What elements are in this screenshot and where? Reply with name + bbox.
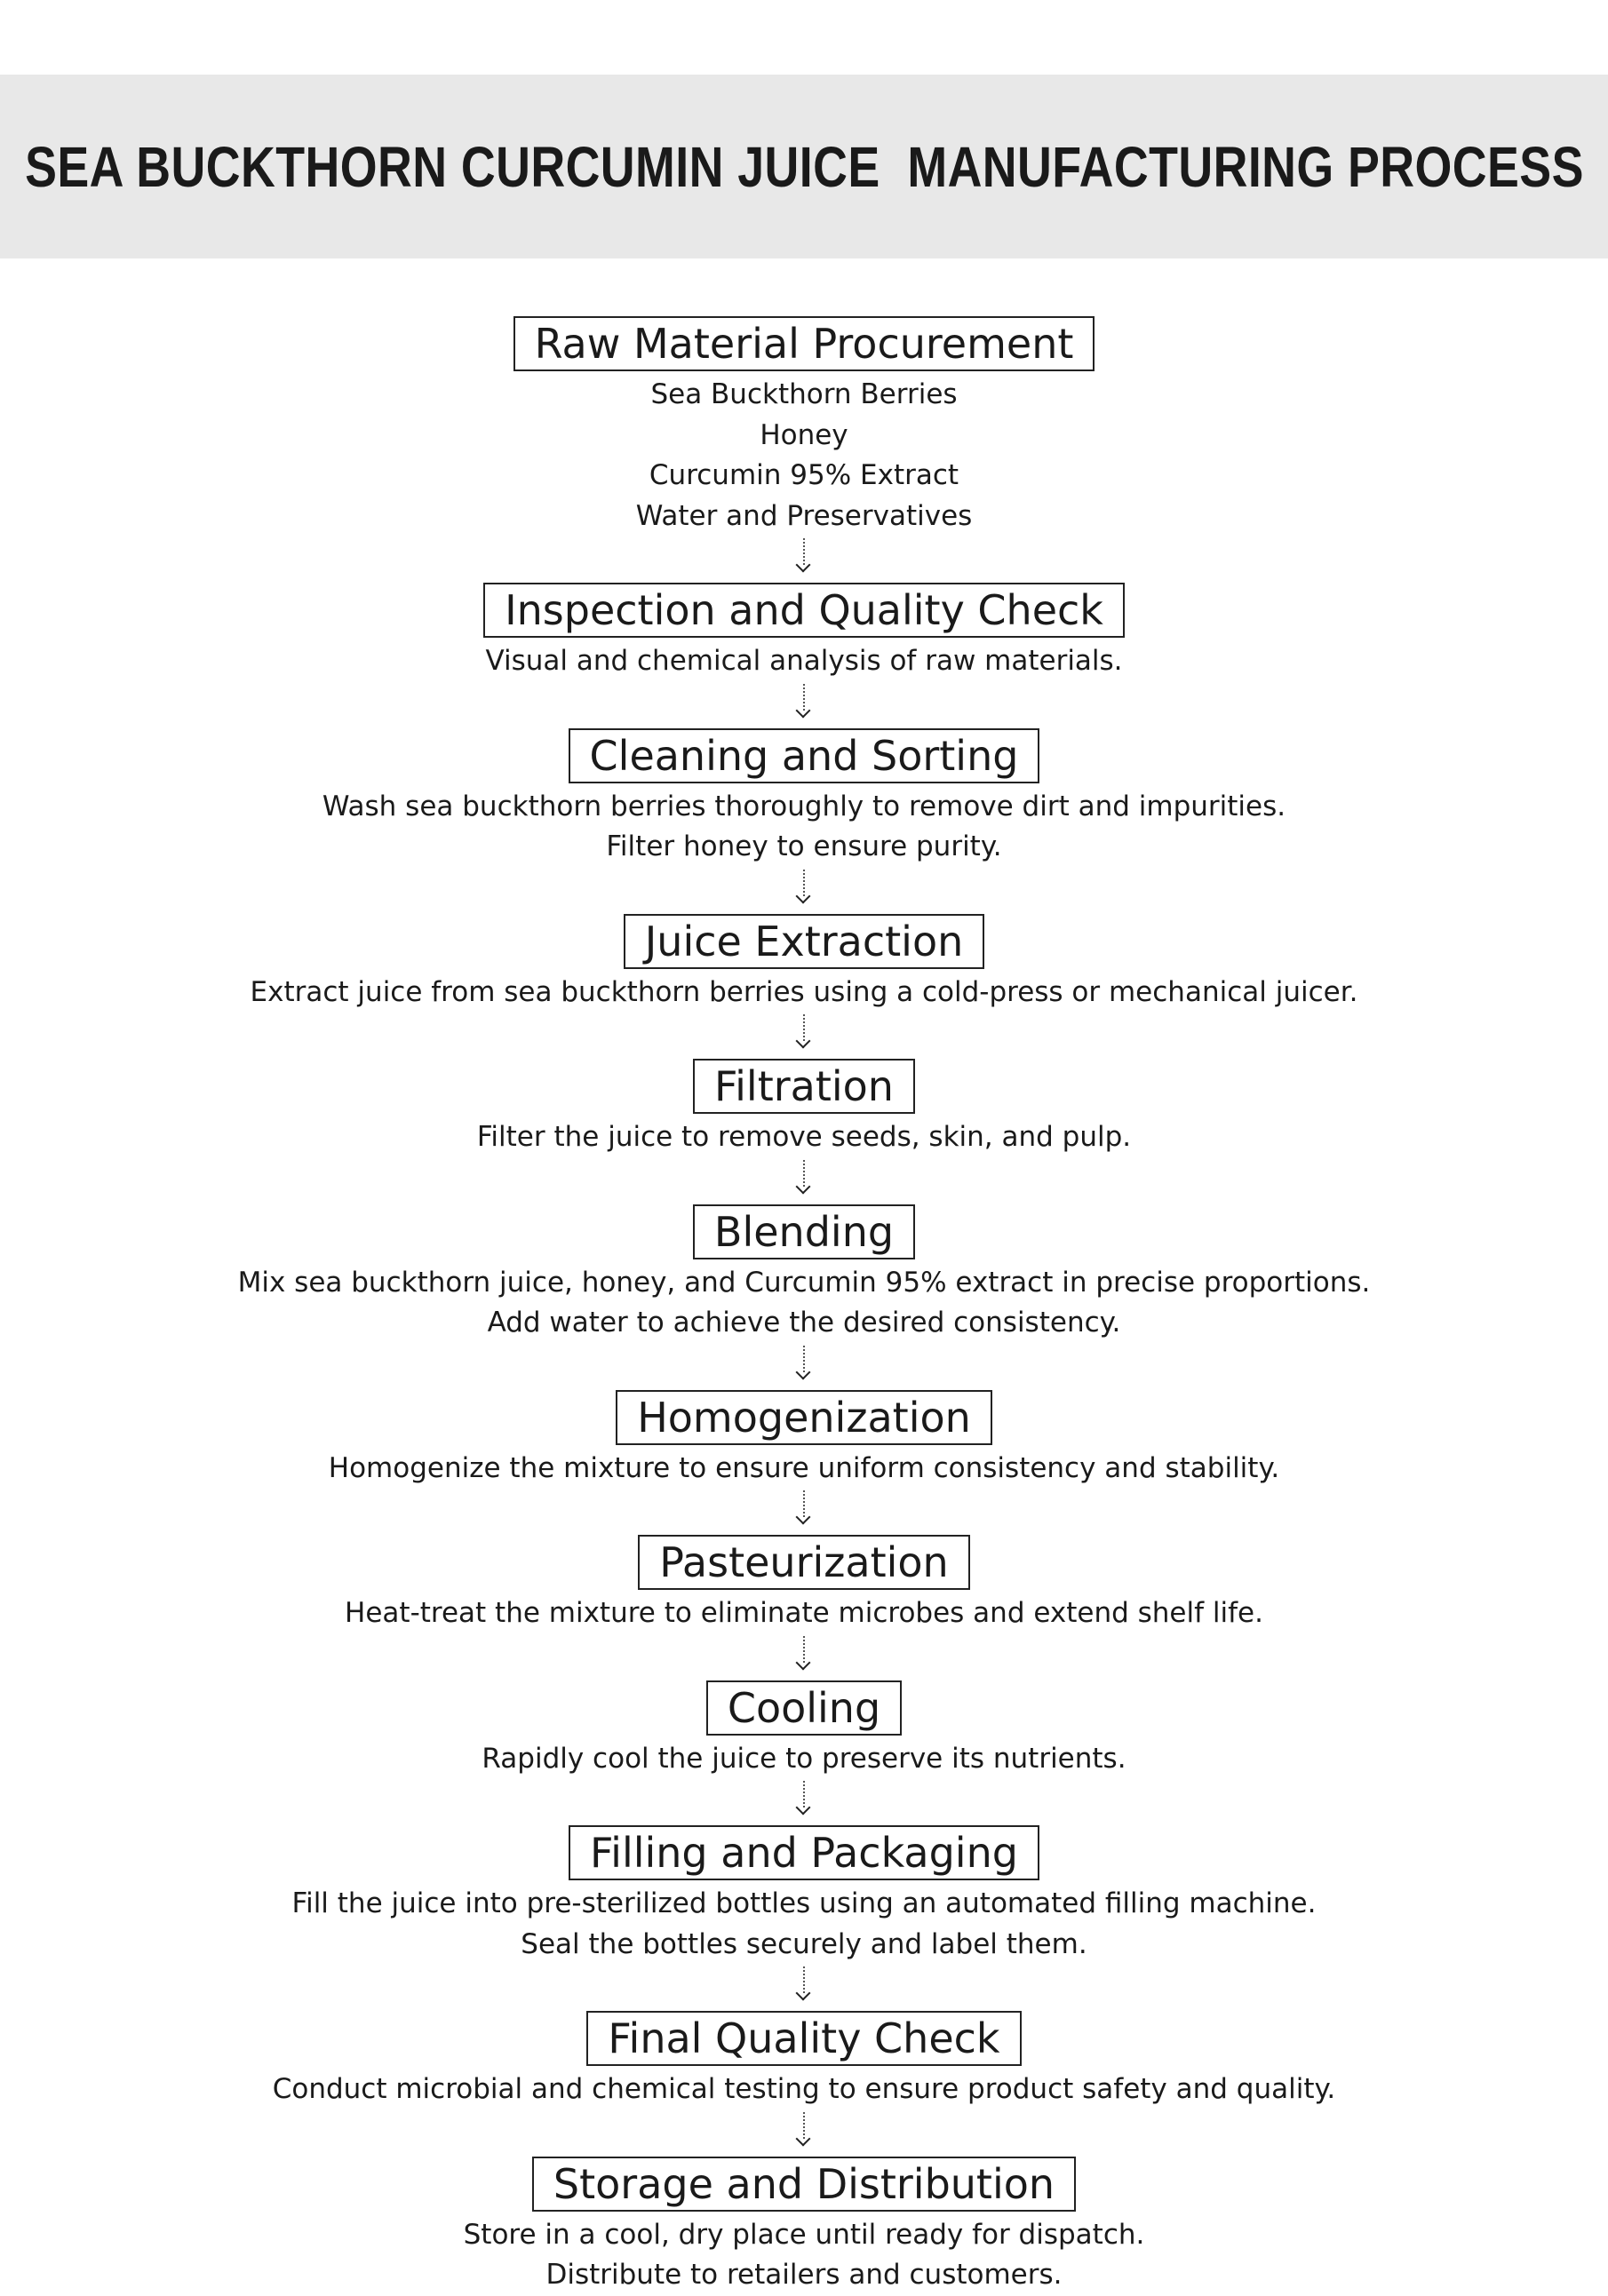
arrow-head <box>796 1364 811 1379</box>
process-step <box>273 2011 1336 2110</box>
process-step <box>482 1680 1126 1780</box>
arrow-head <box>796 1986 811 2001</box>
flow-arrow-down-icon <box>795 1013 813 1059</box>
arrow-head <box>796 1510 811 1525</box>
process-step <box>483 583 1125 682</box>
arrow-head <box>796 1800 811 1815</box>
arrow-head <box>796 1179 811 1194</box>
step-description <box>329 1449 1279 1490</box>
arrow-head <box>796 888 811 903</box>
process-step <box>238 1204 1371 1344</box>
process-step <box>251 914 1358 1013</box>
step-description <box>322 787 1286 868</box>
step-title-box: Blending <box>693 1204 915 1259</box>
step-description <box>345 1593 1263 1634</box>
process-flowchart <box>0 316 1608 2296</box>
step-description-line: Store in a cool, dry place until ready for dispatch. <box>463 2218 1145 2251</box>
step-description <box>464 2215 1145 2296</box>
step-description <box>273 2070 1336 2110</box>
flow-arrow-down-icon <box>795 1634 813 1680</box>
step-description <box>482 1739 1126 1780</box>
step-description-line: Filter the juice to remove seeds, skin, and pulp. <box>476 1121 1132 1153</box>
flow-arrow-down-icon <box>795 682 813 728</box>
step-description-line: Sea Buckthorn Berries <box>650 378 958 410</box>
step-description-line: Homogenize the mixture to ensure uniform consistency and stability. <box>328 1451 1280 1484</box>
process-step <box>322 728 1286 868</box>
flow-arrow-down-icon <box>795 1489 813 1535</box>
step-description-line: Conduct microbial and chemical testing to ensure product safety and quality. <box>272 2073 1336 2105</box>
step-description-line: Filter honey to ensure purity. <box>606 830 1002 862</box>
step-title-box: Pasteurization <box>638 1535 969 1590</box>
title-banner <box>0 75 1608 258</box>
step-description <box>292 1884 1317 1965</box>
step-title-box: Filling and Packaging <box>569 1825 1039 1880</box>
step-description <box>477 1117 1131 1158</box>
step-description <box>636 375 973 536</box>
flow-arrow-down-icon <box>795 1965 813 2011</box>
process-step <box>345 1535 1263 1634</box>
step-description-line: Fill the juice into pre-sterilized bottles using an automated filling machine. <box>291 1887 1317 1919</box>
step-description-line: Heat-treat the mixture to eliminate microbes and extend shelf life. <box>345 1597 1263 1629</box>
process-step <box>329 1390 1279 1490</box>
page-title: SEA BUCKTHORN CURCUMIN JUICE MANUFACTURING PROCESS <box>24 134 1584 199</box>
flow-arrow-down-icon <box>795 868 813 914</box>
step-description-line: Curcumin 95% Extract <box>649 459 959 491</box>
step-description-line: Seal the bottles securely and label them. <box>521 1927 1087 1960</box>
step-title-box: Homogenization <box>616 1390 992 1445</box>
flow-arrow-down-icon <box>795 536 813 583</box>
step-title-box: Storage and Distribution <box>532 2157 1076 2212</box>
step-description-line: Honey <box>760 418 848 451</box>
step-title-box: Filtration <box>693 1059 915 1114</box>
flow-arrow-down-icon <box>795 1344 813 1390</box>
arrow-head <box>796 703 811 718</box>
process-step <box>513 316 1095 536</box>
step-title-box: Final Quality Check <box>586 2011 1021 2066</box>
step-description <box>238 1263 1371 1344</box>
step-description-line: Visual and chemical analysis of raw materials. <box>485 645 1123 677</box>
flow-arrow-down-icon <box>795 1779 813 1825</box>
arrow-head <box>796 1655 811 1670</box>
step-description <box>485 641 1122 682</box>
step-description-line: Mix sea buckthorn juice, honey, and Curcumin 95% extract in precise proportions. <box>237 1266 1371 1299</box>
step-title-box: Cleaning and Sorting <box>569 728 1040 783</box>
step-title-box: Juice Extraction <box>624 914 985 969</box>
step-description <box>251 973 1358 1013</box>
step-description-line: Rapidly cool the juice to preserve its nutrients. <box>482 1742 1126 1775</box>
step-title-box: Cooling <box>706 1680 902 1736</box>
process-step <box>464 2157 1145 2296</box>
step-description-line: Wash sea buckthorn berries thoroughly to remove dirt and impurities. <box>322 790 1286 822</box>
flow-arrow-down-icon <box>795 2110 813 2157</box>
step-description-line: Extract juice from sea buckthorn berries using a cold-press or mechanical juicer. <box>250 975 1358 1008</box>
step-description-line: Water and Preservatives <box>635 499 973 532</box>
process-step <box>477 1059 1131 1158</box>
process-step <box>292 1825 1317 1965</box>
step-title-box: Raw Material Procurement <box>513 316 1095 371</box>
arrow-head <box>796 2131 811 2146</box>
step-description-line: Add water to achieve the desired consistency. <box>487 1307 1121 1339</box>
arrow-head <box>796 558 811 573</box>
step-description-line: Distribute to retailers and customers. <box>545 2259 1063 2291</box>
flow-arrow-down-icon <box>795 1158 813 1204</box>
step-title-box: Inspection and Quality Check <box>483 583 1125 638</box>
arrow-head <box>796 1034 811 1049</box>
